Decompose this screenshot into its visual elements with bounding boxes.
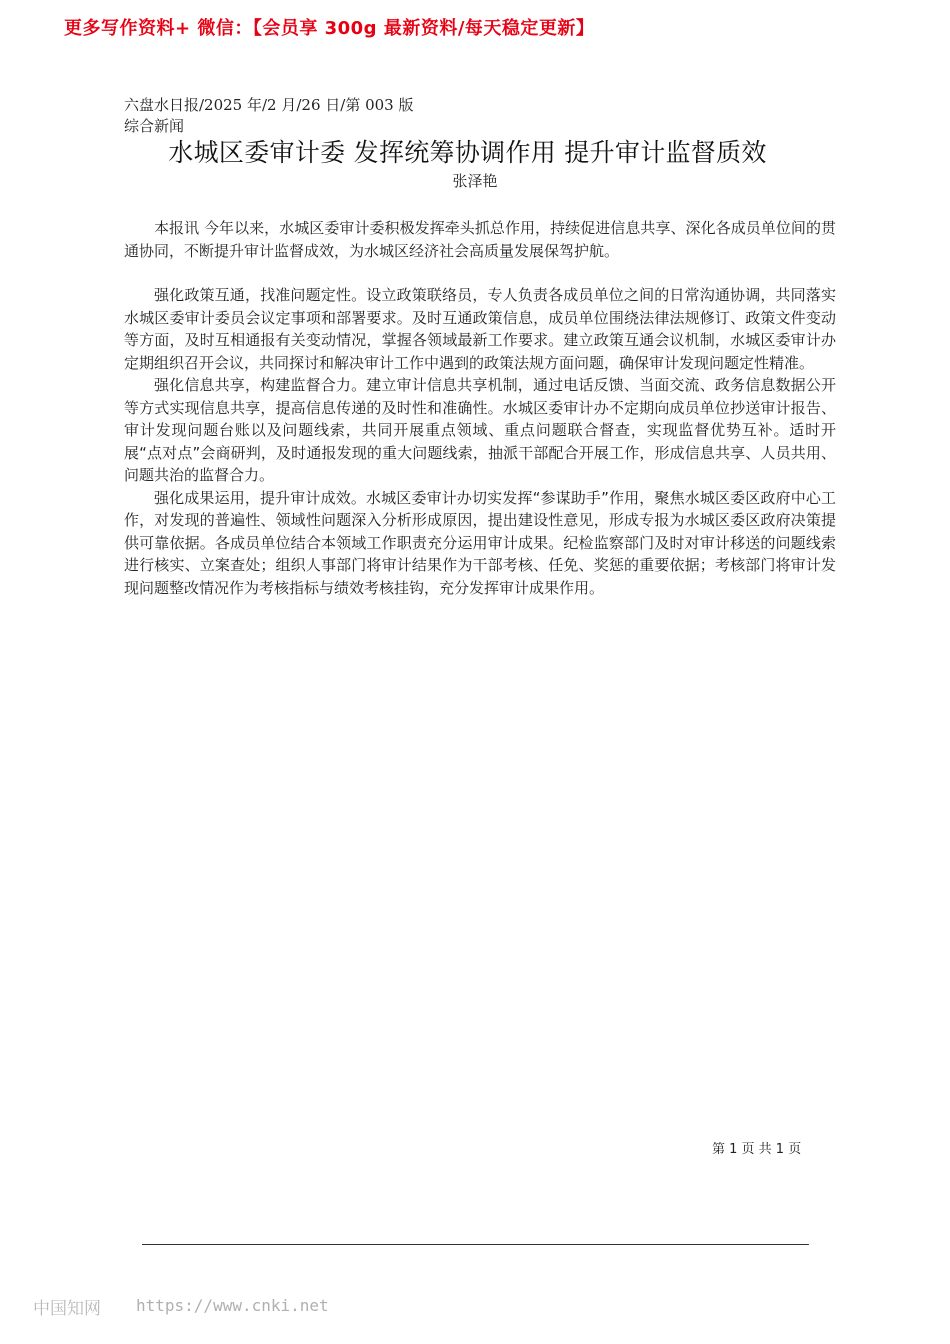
- cnki-url-link[interactable]: https://www.cnki.net: [136, 1296, 329, 1315]
- paragraph-policy: 强化政策互通，找准问题定性。设立政策联络员，专人负责各成员单位之间的日常沟通协调，共同落实水城区委审计委员会议定事项和部署要求。及时互通政策信息，成员单位围绕法律法规修订、政策文件变动等方面，及时互相通报有关变动情况，掌握各领域最新工作要求。建立政策互通会议机制，水城区委审计办定期组织召开会议，共同探讨和解决审计工作中遇到的政策法规方面问题，确保审计发现问题定性精准。: [124, 286, 836, 372]
- paragraph-information: 强化信息共享，构建监督合力。建立审计信息共享机制，通过电话反馈、当面交流、政务信息数据公开等方式实现信息共享，提高信息传递的及时性和准确性。水城区委审计办不定期向成员单位抄送审计报告、审计发现问题台账以及问题线索，共同开展重点领域、重点问题联合督查，实现监督优势互补。适时开展“点对点”会商研判，及时通报发现的重大问题线索，抽派干部配合开展工作，形成信息共享、人员共用、问题共治的监督合力。: [124, 376, 836, 484]
- paragraph-results: 强化成果运用，提升审计成效。水城区委审计办切实发挥“参谋助手”作用，聚焦水城区委区政府中心工作，对发现的普遍性、领域性问题深入分析形成原因，提出建设性意见，形成专报为水城区委区政府决策提供可靠依据。各成员单位结合本领域工作职责充分运用审计成果。纪检监察部门及时对审计移送的问题线索进行核实、立案查处；组织人事部门将审计结果作为干部考核、任免、奖惩的重要依据；考核部门将审计发现问题整改情况作为考核指标与绩效考核挂钩，充分发挥审计成果作用。: [124, 488, 836, 597]
- article-author: 张泽艳: [452, 172, 498, 190]
- footer-divider: [142, 1244, 809, 1245]
- article-title: 水城区委审计委 发挥统筹协调作用 提升审计监督质效: [168, 138, 767, 167]
- promo-banner: 更多写作资料+ 微信：【会员享 300g 最新资料/每天稳定更新】: [64, 18, 595, 39]
- source-line: 六盘水日报/2025 年/2 月/26 日/第 003 版综合新闻: [124, 96, 414, 135]
- cnki-logo: 中国知网: [33, 1299, 101, 1319]
- article-body: [124, 217, 836, 599]
- paragraph-lead: 本报讯 今年以来，水城区委审计委积极发挥牵头抓总作用，持续促进信息共享、深化各成员单位间的贯通协同，不断提升审计监督成效，为水城区经济社会高质量发展保驾护航。: [124, 219, 836, 260]
- page-indicator: 第 1 页 共 1 页: [712, 1142, 802, 1157]
